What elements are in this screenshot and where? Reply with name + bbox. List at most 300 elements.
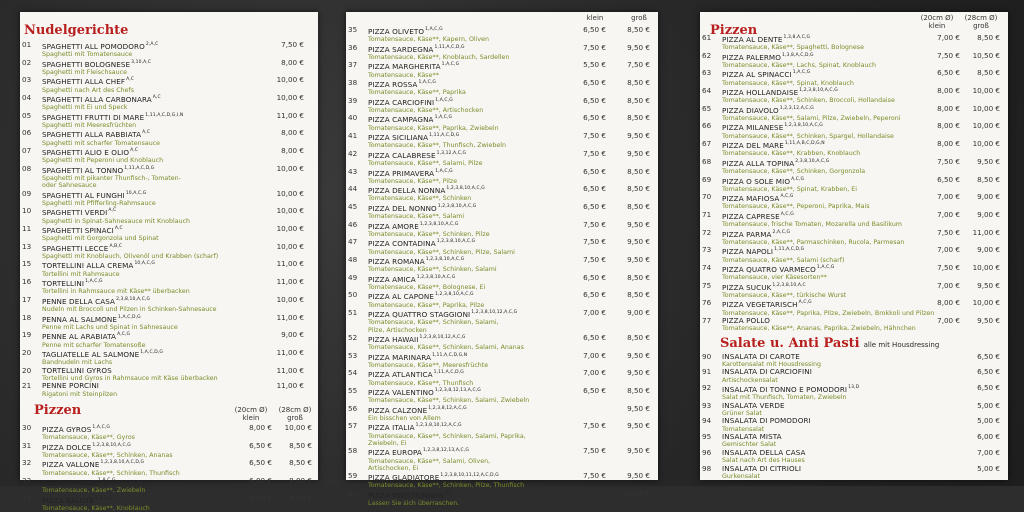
- menu-item: [700, 52, 1008, 70]
- menu-item: [346, 387, 658, 405]
- item-number: 66: [702, 121, 712, 131]
- item-number: 07: [22, 146, 32, 156]
- item-number: 31: [22, 440, 32, 450]
- item-price: 11,00 €: [276, 347, 304, 357]
- price-small: 8,00 €: [937, 139, 960, 149]
- menu-item: [20, 207, 318, 225]
- price-small: 7,50 €: [937, 50, 960, 60]
- price-large: 8,50 €: [977, 33, 1000, 42]
- item-name: PIZZA $HAWAII^{1,2,3,8,10,12,A,C,G}$: [368, 334, 466, 344]
- item-description: Spaghetti mit Tomatensauce: [42, 51, 133, 59]
- price-large: 9,50 €: [627, 403, 650, 413]
- price-small: 7,50 €: [937, 262, 960, 272]
- allergen-codes: 1,2,3,8,10,12,A,C,G: [415, 423, 462, 429]
- item-number: 03: [22, 75, 32, 85]
- allergen-codes: 1,2,3,8,12,13,A,C,G: [422, 448, 469, 454]
- item-description: Nudeln mit Broccoli und Pilzen in Schinken-Sahnesauce: [42, 306, 217, 314]
- allergen-codes: 10,A,C,G: [134, 261, 155, 267]
- price-small: 7,00 €: [937, 280, 960, 290]
- allergen-codes: 1,A,C,G: [95, 495, 113, 501]
- price-large: 9,50 €: [627, 237, 650, 247]
- item-name: SPAGHETTI ALLA $RABBIATA^{A,C}$: [42, 130, 151, 140]
- menu-page-right: [700, 12, 1008, 480]
- item-description: Zwiebeln, Ei: [368, 439, 407, 447]
- allergen-codes: 1,2,3,8,10,12,A,C,G: [471, 310, 518, 315]
- price-small: 7,50 €: [583, 237, 606, 247]
- price-small: 7,00 €: [937, 245, 960, 255]
- menu-item: [700, 158, 1008, 176]
- menu-item: [20, 459, 318, 477]
- item-description: Tomatensauce, Käse**, Schinken, Salami, Ananas: [368, 344, 524, 352]
- item-name: PIZZA $ATLANTICA^{1,11,A,C,D,G}$: [368, 370, 464, 380]
- price-small: 6,50 €: [583, 78, 606, 88]
- item-number: 41: [348, 131, 358, 141]
- price-small: 5,50 €: [583, 60, 606, 70]
- item-number: 33: [22, 476, 32, 486]
- menu-item: [700, 69, 1008, 87]
- price-large: 10,00 €: [972, 139, 1000, 149]
- item-description: Gurkensalat: [722, 472, 760, 480]
- item-price: 6,50 €: [977, 351, 1000, 361]
- menu-item: [700, 246, 1008, 264]
- item-name: PIZZA QUATRO $VARMECO^{1,A,C,G}$: [722, 264, 835, 274]
- item-description: Tomatensauce, Käse**, Spinat, Knoblauch: [722, 79, 854, 87]
- menu-item: [20, 442, 318, 460]
- menu-item: [20, 367, 318, 383]
- item-name: PIZZA QUATTRO $STAGGIONI^{1,2,3,8,10,12,A,C,G}$: [368, 310, 518, 319]
- price-small: 6,50 €: [583, 113, 606, 123]
- menu-item: [700, 402, 1008, 418]
- item-price: 7,00 €: [977, 447, 1000, 457]
- allergen-codes: 1,A,C,G: [435, 97, 453, 103]
- pasta-list: [20, 41, 318, 398]
- item-price: 6,50 €: [977, 383, 1000, 393]
- item-name: PIZZA $PALERMO^{1,3,8,A,C,D,G}$: [722, 52, 814, 62]
- item-number: 60: [348, 488, 358, 498]
- price-small: 6,50 €: [583, 95, 606, 105]
- item-name: PIZZA DEL $NONNO^{1,2,3,8,10,A,C,G}$: [368, 203, 477, 213]
- item-description: Tomatensauce, Käse**, Parmaschinken, Rucola, Parmesan: [722, 238, 905, 246]
- item-description: Tomatensauce, Käse**, Thunfisch: [368, 379, 474, 387]
- allergen-codes: A,C: [114, 226, 123, 232]
- item-description: Tomatensauce, Käse**, Bolognese, Ei: [368, 283, 486, 291]
- item-number: 74: [702, 262, 712, 272]
- item-number: 18: [22, 312, 32, 322]
- price-large: 8,50 €: [627, 95, 650, 105]
- allergen-codes: 1,A,C,G: [92, 424, 110, 430]
- item-name: PIZZA DEL $MARE^{1,11,A,B,C,D,G,N}$: [722, 141, 825, 151]
- allergen-codes: 1,2,3,8,10,11,12,A,C,D,G: [440, 473, 499, 479]
- price-large: 9,50 €: [627, 471, 650, 481]
- item-number: 01: [22, 40, 32, 49]
- item-name: PIZZA $CONTADINA^{1,2,3,8,10,A,C,G}$: [368, 239, 476, 249]
- price-large: 9,50 €: [627, 42, 650, 52]
- item-number: 47: [348, 237, 358, 247]
- item-number: 46: [348, 219, 358, 229]
- price-large: 8,50 €: [627, 385, 650, 395]
- item-number: 70: [702, 192, 712, 202]
- price-large: 11,00 €: [972, 227, 1000, 237]
- menu-item: [20, 94, 318, 112]
- item-number: 20: [22, 365, 32, 375]
- item-number: 35: [348, 25, 358, 34]
- item-description: Tomatensauce, Käse**, Zwiebeln: [42, 487, 146, 495]
- item-description: Ein bisschen von Allem: [368, 414, 441, 422]
- price-small: 8,00 €: [249, 422, 272, 432]
- item-name: TORTELLINI ALLA $CREMA^{10,A,C,G}$: [42, 261, 155, 271]
- price-large: 9,50 €: [627, 446, 650, 456]
- price-small: 6,50 €: [583, 166, 606, 176]
- menu-item: [700, 353, 1008, 369]
- menu-item: [346, 309, 658, 334]
- item-name: SPAGHETTI ALLA $CARBONARA^{A,C}$: [42, 95, 161, 105]
- menu-item: [700, 299, 1008, 317]
- item-price: 5,00 €: [977, 416, 1000, 426]
- item-name: PIZZA $SARDEGNA^{1,11,A,C,D,G}$: [368, 44, 465, 54]
- price-large: 10,50 €: [972, 50, 1000, 60]
- item-description: Gemischter Salat: [722, 441, 777, 449]
- item-name: PIZZA $GYROS^{1,A,C,G}$: [42, 424, 110, 434]
- item-description: Tomatensalat: [722, 425, 765, 433]
- item-name: PIZZA $ITALIA^{1,2,3,8,10,12,A,C,G}$: [368, 423, 462, 433]
- allergen-codes: 10,A,C,G: [125, 190, 147, 196]
- item-price: 9,00 €: [281, 330, 304, 340]
- item-description: Tomatensauce, Käse**, Schinken, Salami,: [368, 319, 499, 327]
- allergen-codes: A,C: [444, 490, 453, 496]
- allergen-codes: 1,A,C,G: [418, 80, 436, 86]
- allergen-codes: 1,2,3,8,10,A,C,G: [92, 442, 131, 448]
- allergen-codes: 1,A,C,G: [434, 115, 453, 121]
- item-number: 57: [348, 421, 358, 431]
- item-description: Spaghetti mit pikanter Thunfisch-, Tomaten-: [42, 175, 181, 183]
- item-number: 54: [348, 368, 358, 378]
- item-name: PIZZA AL $CAPONE^{1,2,3,8,10,A,C,G}$: [368, 292, 474, 302]
- menu-item: [346, 203, 658, 221]
- menu-item: [20, 424, 318, 442]
- item-price: 8,00 €: [281, 57, 304, 67]
- salad-title-text: Salate u. Anti Pasti: [720, 335, 860, 351]
- price-large: 8,50 €: [289, 440, 312, 450]
- allergen-codes: 1,2,3,8,10,A,C,G: [437, 203, 477, 209]
- allergen-codes: 2,A,C,G: [772, 229, 791, 235]
- item-name: PIZZA $MILANESE^{1,2,3,8,10,A,C,G}$: [722, 123, 823, 133]
- item-name: PIZZA $VEGETARISCH^{A,C,G}$: [722, 300, 812, 310]
- allergen-codes: 1,2,3,8,12,13,A,C,G: [434, 387, 481, 393]
- price-column-headers: [700, 14, 1008, 32]
- price-large: 10,00 €: [972, 298, 1000, 308]
- item-name: PIZZA ALLA $TOPINA^{2,3,8,10,A,C,G}$: [722, 158, 830, 168]
- item-description: Tomatensauce, Käse**: [368, 71, 439, 79]
- menu-item: [346, 256, 658, 274]
- item-name: PIZZA $CIPOLLA^{1,A,C,G}$: [42, 478, 116, 488]
- allergen-codes: 1,A,C,G: [816, 264, 835, 270]
- item-description: Spaghetti mit scharfer Tomatensauce: [42, 139, 161, 147]
- allergen-codes: 1,2,3,8,10,A,C,G: [425, 256, 465, 262]
- item-number: 05: [22, 110, 32, 120]
- item-description: Penne mit Lachs und Spinat in Sahnesauce: [42, 323, 178, 331]
- price-large: 10,00 €: [972, 103, 1000, 113]
- pizza-list-middle: [346, 26, 658, 507]
- price-small: 7,00 €: [937, 192, 960, 202]
- item-number: 34: [22, 493, 32, 503]
- item-name: PIZZA O SOLE $MIO^{A,C,G}$: [722, 176, 805, 186]
- price-small: 7,50 €: [583, 131, 606, 141]
- allergen-codes: 1,11,A,C,D,G,N: [432, 352, 468, 358]
- item-description: Spaghetti mit Fleischsauce: [42, 68, 127, 76]
- item-number: 45: [348, 201, 358, 211]
- allergen-codes: 1,11,A,B,C,D,G,N: [784, 141, 825, 147]
- price-small: 7,50 €: [583, 446, 606, 456]
- menu-item: [346, 44, 658, 62]
- item-number: 94: [702, 416, 712, 426]
- item-description: Tomatensauce, frische Tomaten, Mozarella und Basilikum: [722, 221, 902, 229]
- column-large-label: groß: [631, 14, 647, 22]
- item-name: INSALATA DI TONNO E $POMODORI^{13,D}$: [722, 385, 860, 395]
- item-number: 63: [702, 68, 712, 78]
- item-name: PIZZA $DOLCE^{1,2,3,8,10,A,C,G}$: [42, 442, 131, 452]
- price-large: 8,50 €: [627, 25, 650, 34]
- allergen-codes: 1,A,C,G: [792, 70, 811, 76]
- price-large: 9,50 €: [627, 421, 650, 431]
- allergen-codes: 2,3,8,10,A,C,G: [116, 296, 151, 302]
- item-name: $TORTELLINI^{1,A,C,G}$: [42, 279, 103, 289]
- item-description: Bandnudeln mit Lachs: [42, 359, 113, 367]
- allergen-codes: 1,11,A,C,D,G: [433, 370, 464, 376]
- item-number: 51: [348, 308, 358, 317]
- price-large: 8,50 €: [627, 201, 650, 211]
- item-price: 11,00 €: [276, 110, 304, 120]
- item-price: 11,00 €: [276, 277, 304, 287]
- item-number: 56: [348, 403, 358, 413]
- menu-item: [20, 225, 318, 243]
- allergen-codes: A,B,C: [109, 243, 123, 249]
- menu-item: [346, 334, 658, 352]
- price-large: 9,50 €: [627, 148, 650, 158]
- menu-item: [700, 417, 1008, 433]
- allergen-codes: A,C,G: [791, 176, 805, 182]
- item-description: Spaghetti mit Peperoni und Knoblauch: [42, 157, 164, 165]
- item-name: SPAGHETTI ALL $POMODORO^{2,A,C}$: [42, 42, 159, 51]
- item-name: PIZZA $VALENTINO^{1,2,3,8,12,13,A,C,G}$: [368, 387, 481, 397]
- price-large: 9,50 €: [627, 254, 650, 264]
- item-description: Tomatensauce, Käse**, Salami, Oliven,: [368, 457, 491, 465]
- item-number: 13: [22, 241, 32, 251]
- menu-item: [700, 264, 1008, 282]
- item-number: 62: [702, 50, 712, 60]
- section-title-pizza: Pizzen: [710, 23, 758, 38]
- price-large: 9,00 €: [977, 192, 1000, 202]
- section-title-pasta: Nudelgerichte: [24, 23, 129, 38]
- item-number: 11: [22, 224, 32, 234]
- allergen-codes: A,C,G: [798, 300, 812, 306]
- price-large: 7,50 €: [627, 60, 650, 70]
- item-description: Tomatensauce, Käse**, Schinken, Pilze, Thunfisch: [368, 482, 525, 490]
- price-large: 9,00 €: [977, 245, 1000, 255]
- menu-item: [20, 278, 318, 296]
- item-number: 21: [22, 381, 32, 391]
- item-number: 69: [702, 174, 712, 184]
- item-number: 98: [702, 463, 712, 473]
- item-name: PIZZA DELLA $NONNA^{1,2,3,8,10,A,C,G}$: [368, 186, 485, 196]
- item-name: SPAGHETTI AL $FUNGHI^{10,A,C,G}$: [42, 190, 147, 200]
- item-name: PIZZA $SICILIANA^{1,11,A,C,D,G}$: [368, 133, 460, 143]
- menu-item: [346, 61, 658, 79]
- item-description: Tomatensauce, Käse**, Meeresfrüchte: [368, 361, 489, 369]
- item-description: Pilze, Artischocken: [368, 326, 427, 334]
- menu-item: [20, 243, 318, 261]
- menu-item: [20, 296, 318, 314]
- item-price: 10,00 €: [276, 224, 304, 234]
- item-number: 15: [22, 259, 32, 269]
- price-small: 8,00 €: [937, 121, 960, 131]
- menu-item: [20, 59, 318, 77]
- item-description: Tomatensauce, Käse**, Ananas, Paprika, Zwiebeln, Hähnchen: [722, 325, 916, 333]
- price-small: 7,50 €: [583, 421, 606, 431]
- allergen-codes: 1,2,3,8,10,A,C,D,G: [100, 460, 145, 466]
- item-name: PENNE DELLA $CASA^{2,3,8,10,A,C,G}$: [42, 296, 151, 306]
- price-small: 6,50 €: [937, 174, 960, 184]
- allergen-codes: 2,A,C: [145, 42, 159, 47]
- allergen-codes: 1,A,C,G: [435, 168, 453, 174]
- item-number: 09: [22, 188, 32, 198]
- item-number: 93: [702, 400, 712, 410]
- menu-item: [20, 112, 318, 130]
- menu-item: [700, 193, 1008, 211]
- item-name: PIZZA $AMICA^{1,2,3,8,10,A,C,G}$: [368, 274, 456, 284]
- allergen-codes: A,C: [130, 148, 139, 154]
- item-number: 95: [702, 432, 712, 442]
- price-column-headers: [346, 14, 658, 26]
- allergen-codes: 1,A,C,D,G: [118, 314, 141, 320]
- item-description: Tomatensauce, Käse**, Spaghetti, Bolognese: [722, 44, 864, 52]
- salad-list: [700, 353, 1008, 480]
- allergen-codes: 1,2,3,12,A,C,G: [779, 105, 814, 111]
- item-description: Spaghetti mit Meeresfrüchten: [42, 122, 137, 130]
- item-description: Tortellini und Gyros in Rahmsauce mit Käse überbacken: [42, 374, 218, 382]
- price-small: 6,00 €: [249, 476, 272, 486]
- item-number: 55: [348, 385, 358, 395]
- menu-item: [700, 176, 1008, 194]
- menu-item: [700, 449, 1008, 465]
- allergen-codes: 1,11,A,C,D,G: [434, 44, 465, 50]
- price-small: 6,00 €: [249, 493, 272, 503]
- item-description: Tomatensauce, Käse**, Schinken, Gorgonzola: [722, 168, 866, 176]
- item-number: 65: [702, 103, 712, 113]
- price-small: 7,00 €: [937, 33, 960, 42]
- item-description: Penne mit scharfer Tomatensoße: [42, 341, 146, 349]
- item-name: INSALATA DI CARCIOFINI: [722, 367, 812, 377]
- item-description: Tomatensauce, Käse**, Kapern, Oliven: [368, 36, 490, 44]
- price-large: 10,00 €: [622, 488, 650, 498]
- price-large: 9,50 €: [627, 368, 650, 378]
- menu-item: [700, 384, 1008, 402]
- allergen-codes: A,C: [108, 208, 117, 214]
- allergen-codes: 1,2,3,8,10,A,C,G: [419, 221, 459, 227]
- item-description: Tomatensauce, vier Käsesorten**: [722, 274, 827, 282]
- section-title-salads: [700, 333, 1008, 353]
- item-name: PIZZA $EUROPA^{1,2,3,8,12,13,A,C,G}$: [368, 448, 469, 458]
- price-small: 7,00 €: [937, 209, 960, 219]
- item-description: Salat nach Art des Hauses: [722, 457, 805, 465]
- item-name: SPAGHETTI FRUTTI DI $MARE^{1,11,A,C,D,G,I,N}$: [42, 112, 184, 122]
- item-description: Spaghetti mit Knoblauch, Olivenöl und Krabben (scharf): [42, 253, 219, 261]
- item-name: PIZZA POLLO: [722, 316, 771, 325]
- menu-item: [20, 260, 318, 278]
- price-small: 6,50 €: [583, 332, 606, 342]
- item-description: Tomatensauce, Käse**, Schinken, Ananas: [42, 451, 173, 459]
- item-price: 8,00 €: [281, 146, 304, 156]
- item-price: 11,00 €: [276, 259, 304, 269]
- item-name: PIZZA AL $DENTE^{1,3,8,A,C,G}$: [722, 35, 811, 44]
- item-description: Tomatensauce, Käse**, türkische Wurst: [722, 291, 847, 299]
- item-name: INSALATA DELLA CASA: [722, 447, 806, 457]
- menu-item: [700, 87, 1008, 105]
- item-description: oder Sahnesauce: [42, 182, 97, 190]
- item-description: Tomatensauce, Käse**, Gyros: [42, 434, 135, 442]
- price-small: 7,50 €: [583, 219, 606, 229]
- menu-item: [346, 490, 658, 508]
- item-name: SPAGHETTI ALLA $CHEF^{A,C}$: [42, 77, 135, 87]
- pizza-list-right: [700, 34, 1008, 333]
- item-description: Tomatensauce, Käse**, Krabben, Knoblauch: [722, 150, 861, 158]
- allergen-codes: 1,A,C,D,G: [140, 349, 163, 355]
- item-description: Rigatoni mit Steinpilzen: [42, 390, 118, 398]
- item-name: SPAGHETTI $BOLOGNESE^{3,10,A,C}$: [42, 59, 152, 69]
- item-price: 11,00 €: [276, 365, 304, 375]
- item-name: PIZZA $MAFIOSA^{A,C,G}$: [722, 194, 794, 204]
- item-description: Tomatensauce, Käse**, Schinken, Salami, Zwiebeln: [368, 397, 530, 405]
- item-number: 43: [348, 166, 358, 176]
- item-description: Grüner Salat: [722, 410, 762, 418]
- item-name: PIZZA $TWISTRINGEN^{A,C}$: [368, 490, 453, 500]
- item-price: 6,50 €: [977, 367, 1000, 377]
- item-price: 10,00 €: [276, 75, 304, 85]
- item-price: 7,50 €: [281, 40, 304, 49]
- item-number: 50: [348, 290, 358, 300]
- item-price: 8,00 €: [281, 128, 304, 138]
- item-name: PIZZA $GLADIATORE^{1,2,3,8,10,11,12,A,C,D,G}$: [368, 473, 499, 483]
- allergen-codes: 1,2,3,8,10,A,C,G: [435, 292, 474, 298]
- price-large: 10,00 €: [972, 121, 1000, 131]
- menu-item: [20, 190, 318, 208]
- menu-item: [700, 465, 1008, 481]
- price-large: 9,50 €: [977, 156, 1000, 166]
- menu-item: [346, 132, 658, 150]
- item-name: SPAGHETTI AL $TONNO^{1,11,A,C,D,G}$: [42, 165, 155, 175]
- menu-item: [346, 422, 658, 447]
- item-number: 04: [22, 93, 32, 103]
- item-number: 06: [22, 128, 32, 138]
- menu-item: [700, 122, 1008, 140]
- item-description: Tortellini mit Rahmsauce: [42, 270, 120, 278]
- allergen-codes: 1,A,C,G: [425, 27, 443, 32]
- allergen-codes: 13,D: [848, 385, 860, 391]
- allergen-codes: 2,3,8,10,A,C,G: [795, 158, 830, 164]
- item-number: 40: [348, 113, 358, 123]
- item-name: PIZZA $CALZONE^{1,2,3,8,12,A,C,G}$: [368, 405, 467, 415]
- menu-item: [20, 477, 318, 495]
- column-large-label: (28cm Ø) groß: [278, 405, 312, 422]
- item-description: Tomatensauce, Käse**, Knoblauch: [42, 505, 150, 512]
- allergen-codes: 1,11,A,C,D,G: [774, 247, 805, 253]
- item-number: 39: [348, 95, 358, 105]
- item-description: Tomatensauce, Käse**, Knoblauch, Sardellen: [368, 53, 510, 61]
- price-small: 7,00 €: [583, 308, 606, 317]
- item-number: 64: [702, 86, 712, 96]
- menu-item: [346, 114, 658, 132]
- item-price: 5,00 €: [977, 400, 1000, 410]
- menu-item: [700, 317, 1008, 333]
